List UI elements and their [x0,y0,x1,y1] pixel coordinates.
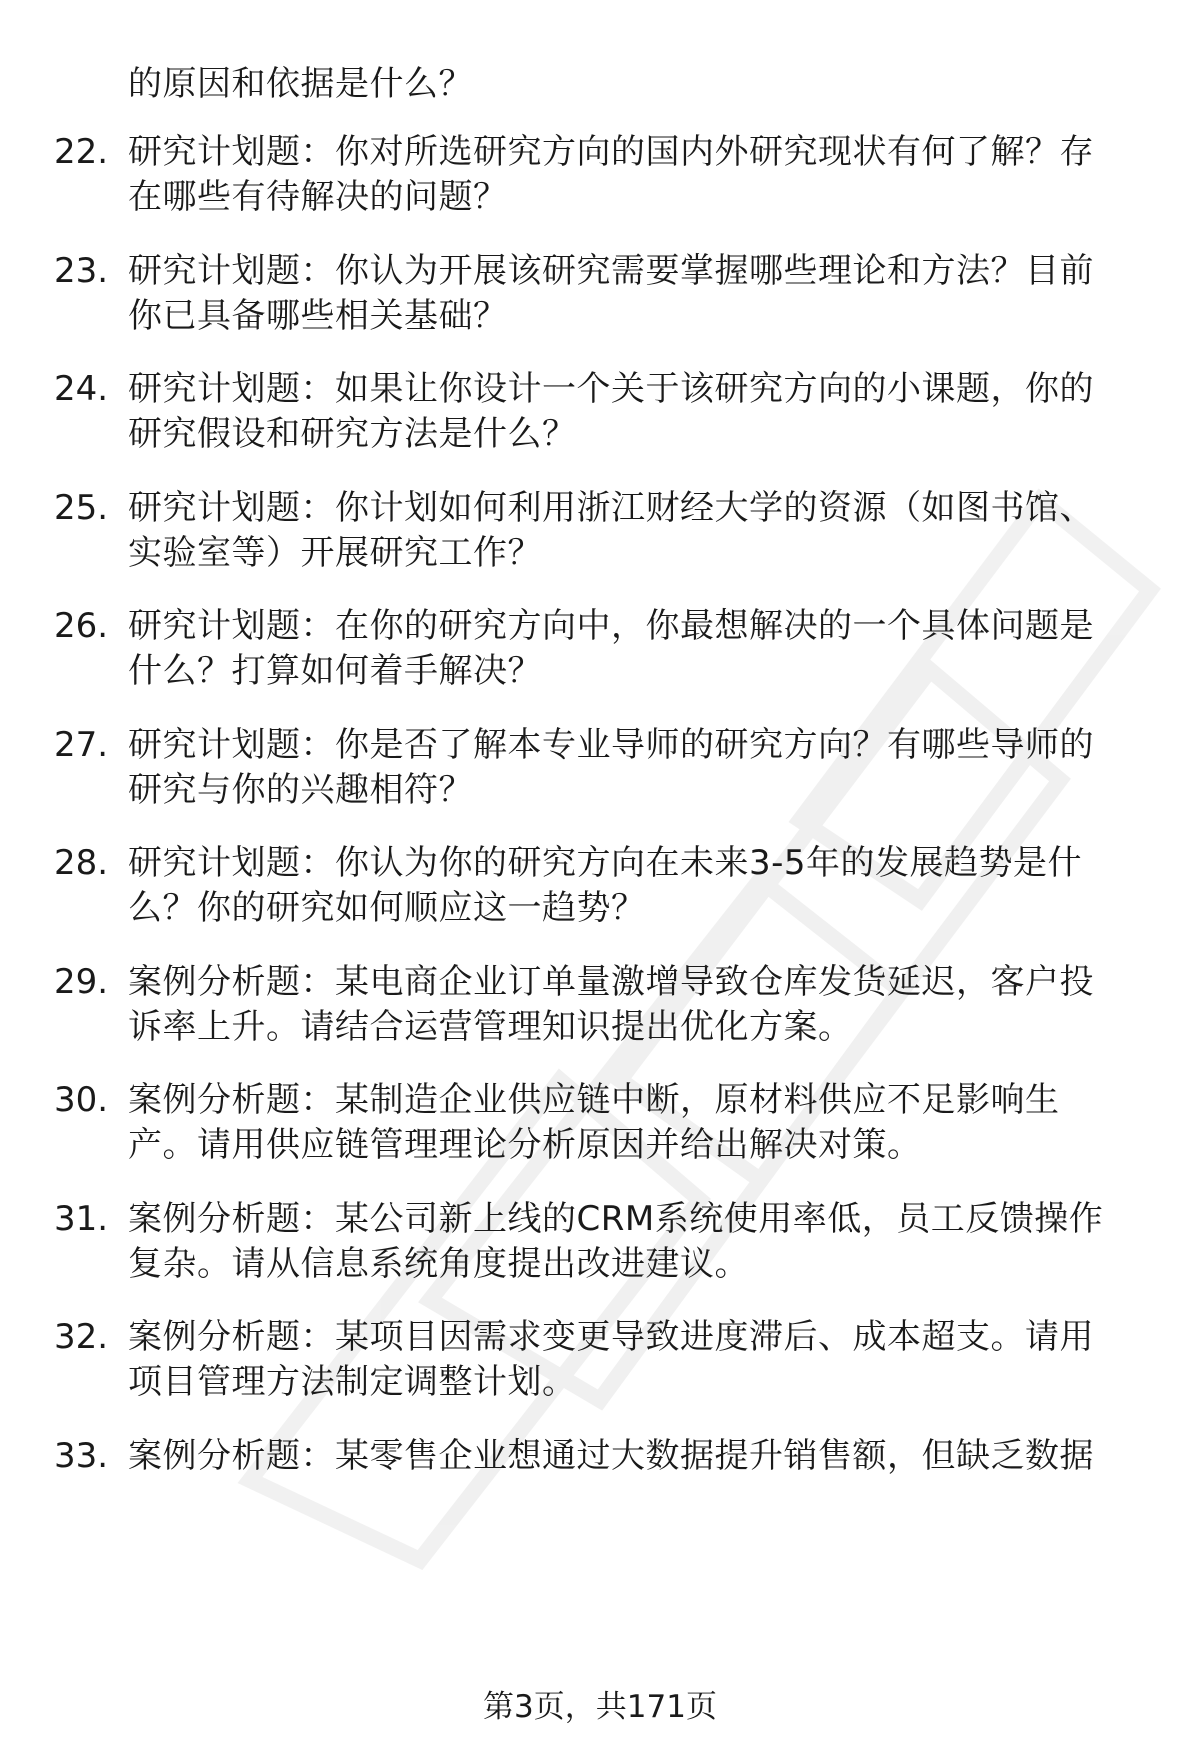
item-number: 22. [54,132,109,172]
item-number: 30. [54,1080,109,1120]
item-number: 31. [54,1199,109,1239]
item-line: 研究假设和研究方法是什么？ [128,414,577,454]
item-line: 研究与你的兴趣相符？ [128,770,473,810]
item-line: 研究计划题：在你的研究方向中，你最想解决的一个具体问题是 [128,606,1094,646]
item-line: 案例分析题：某电商企业订单量激增导致仓库发货延迟，客户投 [128,962,1094,1002]
item-number: 24. [54,369,109,409]
item-number: 29. [54,962,109,1002]
item-number: 27. [54,725,109,765]
item-line: 案例分析题：某项目因需求变更导致进度滞后、成本超支。请用 [128,1317,1094,1357]
item-line: 案例分析题：某制造企业供应链中断，原材料供应不足影响生 [128,1080,1060,1120]
item-line: 研究计划题：如果让你设计一个关于该研究方向的小课题，你的 [128,369,1094,409]
item-line: 案例分析题：某零售企业想通过大数据提升销售额，但缺乏数据 [128,1436,1094,1476]
page-footer: 第3页，共171页 [483,1689,717,1725]
item-line: 什么？打算如何着手解决？ [128,651,542,691]
item-number: 23. [54,251,109,291]
item-line: 复杂。请从信息系统角度提出改进建议。 [128,1244,749,1284]
item-line: 在哪些有待解决的问题？ [128,177,508,217]
item-line: 研究计划题：你计划如何利用浙江财经大学的资源（如图书馆、 [128,488,1094,528]
item-line: 产。请用供应链管理理论分析原因并给出解决对策。 [128,1125,922,1165]
item-number: 26. [54,606,109,646]
item-line: 研究计划题：你是否了解本专业导师的研究方向？有哪些导师的 [128,725,1094,765]
continuation-line: 的原因和依据是什么？ [128,64,473,104]
item-line: 研究计划题：你认为开展该研究需要掌握哪些理论和方法？目前 [128,251,1094,291]
item-line: 实验室等）开展研究工作？ [128,533,542,573]
item-line: 研究计划题：你认为你的研究方向在未来3-5年的发展趋势是什 [128,843,1083,883]
item-line: 研究计划题：你对所选研究方向的国内外研究现状有何了解？存 [128,132,1094,172]
item-number: 28. [54,843,109,883]
item-line: 么？你的研究如何顺应这一趋势？ [128,888,646,928]
item-number: 32. [54,1317,109,1357]
item-number: 25. [54,488,109,528]
item-line: 项目管理方法制定调整计划。 [128,1362,577,1402]
item-line: 你已具备哪些相关基础？ [128,296,508,336]
item-line: 案例分析题：某公司新上线的CRM系统使用率低，员工反馈操作 [128,1199,1104,1239]
item-line: 诉率上升。请结合运营管理知识提出优化方案。 [128,1007,853,1047]
item-number: 33. [54,1436,109,1476]
